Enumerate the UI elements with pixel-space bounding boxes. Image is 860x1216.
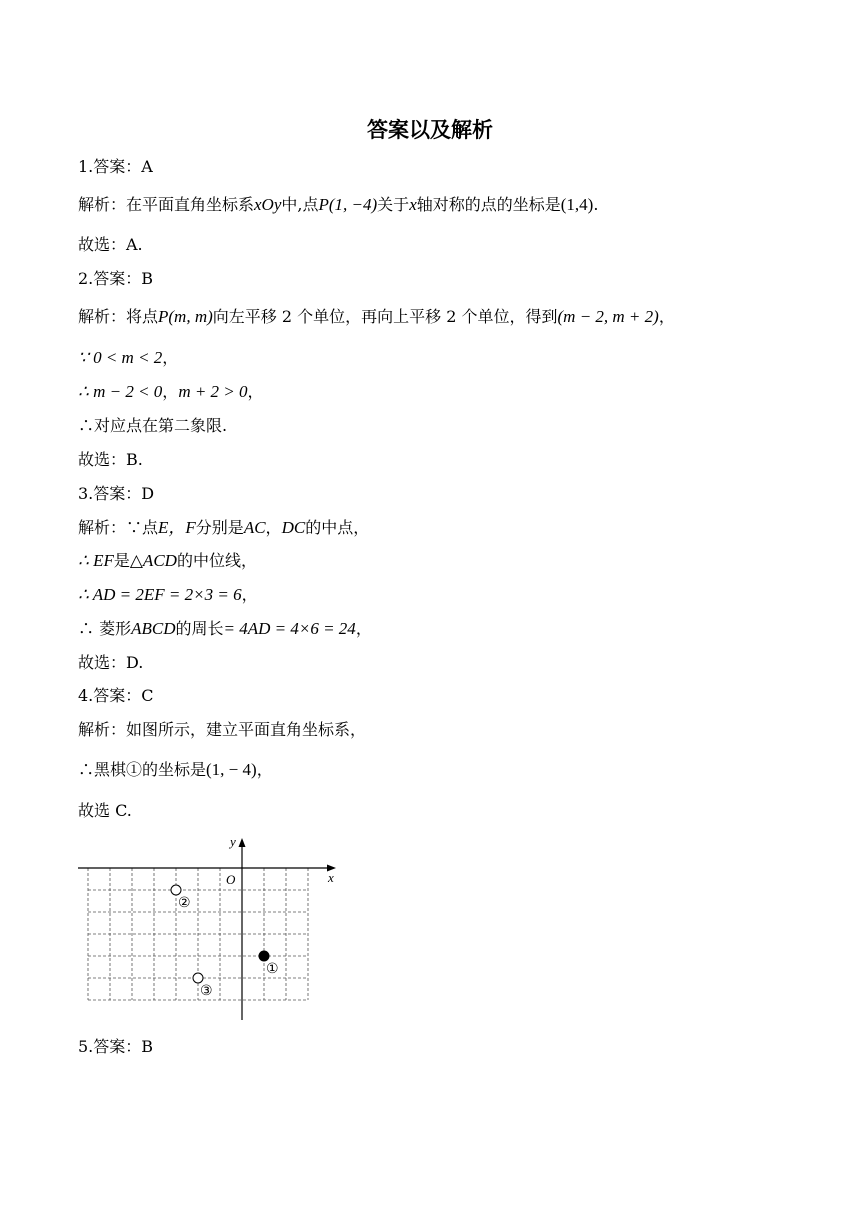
q1-answer: 1.答案：A (78, 157, 153, 176)
q1-choice: 故选：A. (78, 235, 143, 254)
q3-choice: 故选：D. (78, 653, 144, 672)
black-chess-piece (259, 951, 269, 961)
white-chess-piece (171, 885, 181, 895)
chess-grid-figure (74, 834, 350, 1024)
chess-piece-label: ① (266, 961, 279, 977)
y-axis-label: y (230, 834, 236, 849)
chess-piece-label: ③ (200, 983, 213, 999)
origin-label: O (226, 872, 236, 887)
q1-analysis: 解析：在平面直角坐标系xOy中,点P(1, −4)关于x轴对称的点的坐标是(1,4). (78, 195, 599, 214)
q3-line4: ∴ 菱形ABCD的周长= 4AD = 4×6 = 24， (78, 619, 372, 638)
q2-choice: 故选：B. (78, 450, 143, 469)
q2-answer: 2.答案：B (78, 269, 154, 288)
q2-therefore1: ∴ m − 2 < 0，m + 2 > 0， (78, 382, 264, 401)
q2-analysis: 解析：将点P(m, m)向左平移 2 个单位，再向上平移 2 个单位，得到(m − 2, m + 2)， (78, 307, 675, 326)
chess-piece-label: ② (178, 895, 191, 911)
q4-analysis: 解析：如图所示，建立平面直角坐标系， (78, 720, 367, 739)
q3-analysis: 解析：∵点E，F分别是AC，DC的中点， (78, 518, 370, 537)
q5-answer: 5.答案：B (78, 1037, 154, 1056)
q4-answer: 4.答案：C (78, 686, 154, 705)
q3-line3: ∴ AD = 2EF = 2×3 = 6， (78, 585, 258, 604)
q3-answer: 3.答案：D (78, 484, 155, 503)
q3-line2: ∴ EF是△ACD的中位线， (78, 551, 257, 570)
white-chess-piece (193, 973, 203, 983)
y-axis-arrow (239, 838, 246, 847)
page-title: 答案以及解析 (367, 118, 493, 142)
chess-pieces (171, 885, 279, 999)
q4-choice: 故选 C. (78, 801, 132, 820)
q2-therefore2: ∴对应点在第二象限. (78, 416, 228, 435)
q4-line2: ∴黑棋①的坐标是(1, − 4)， (78, 760, 273, 779)
q2-because: ∵ 0 < m < 2， (78, 348, 179, 367)
x-axis-label: x (328, 870, 334, 885)
